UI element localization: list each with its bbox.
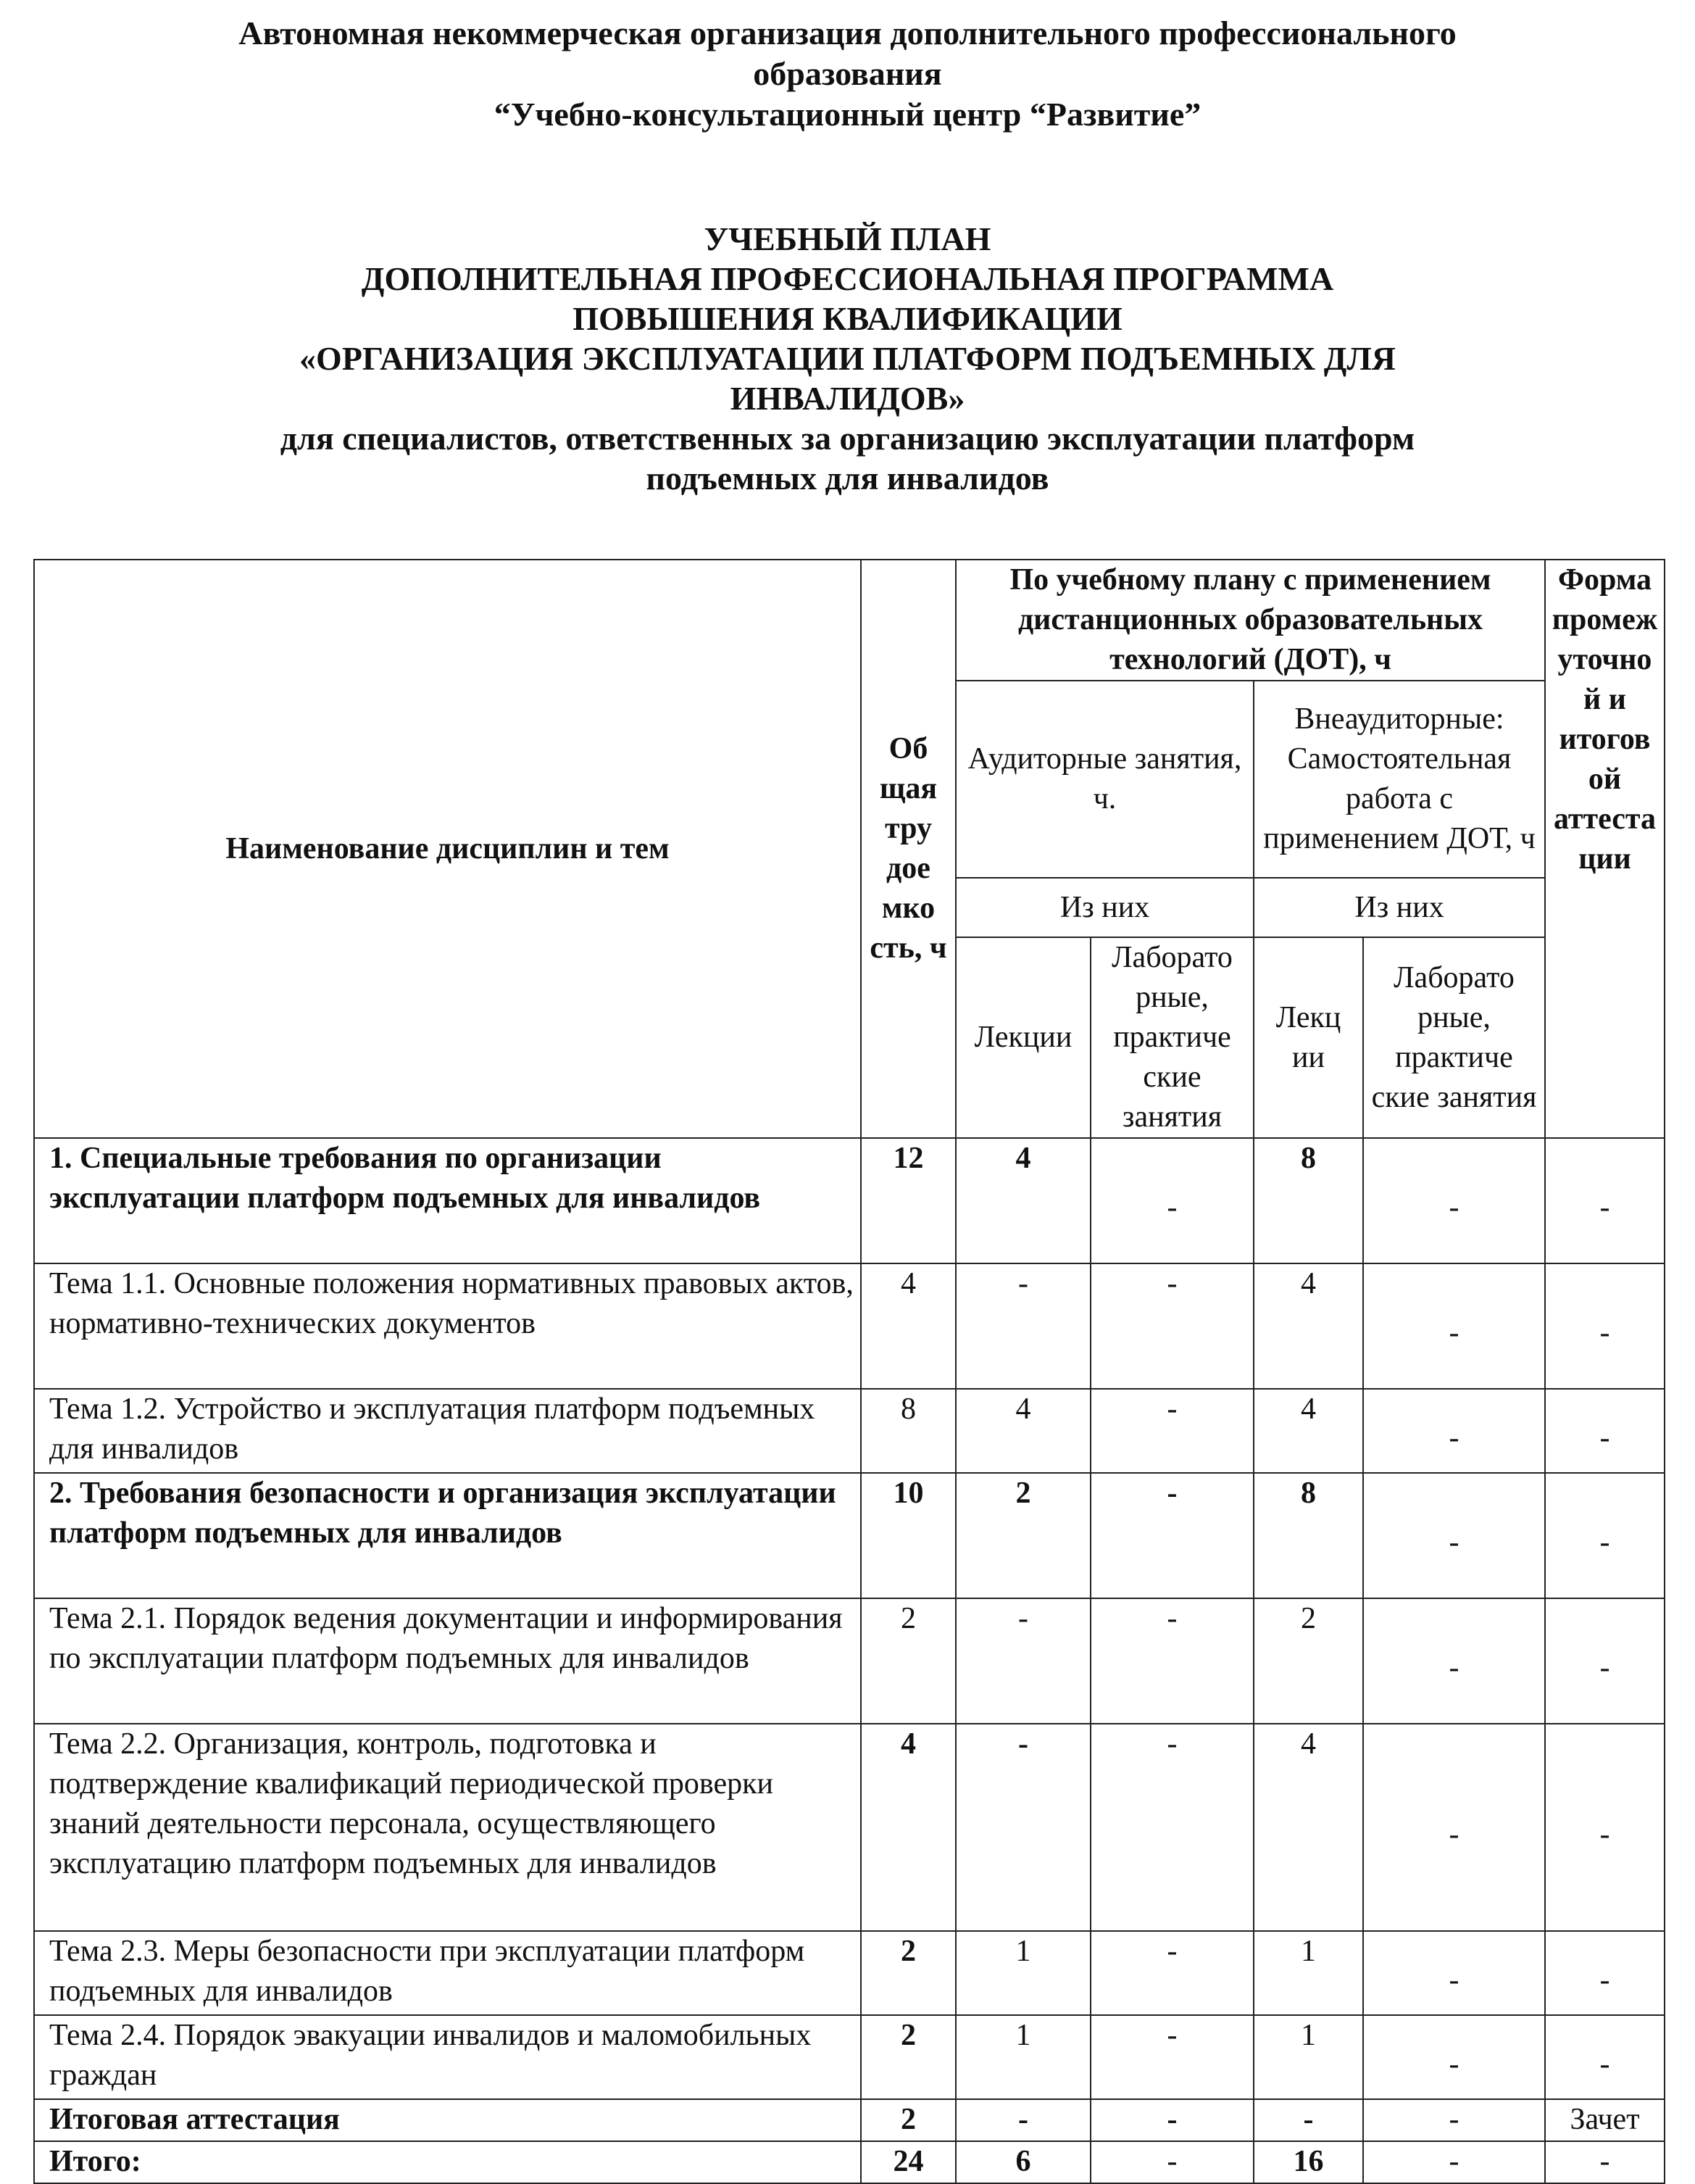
row-form: Зачет <box>1545 2099 1665 2141</box>
table-row <box>34 1473 1665 1598</box>
table-row <box>34 1263 1665 1389</box>
row-self-lectures: 8 <box>1254 1138 1363 1263</box>
title-line-7: подъемных для инвалидов <box>646 460 1049 497</box>
row-self-labs: - <box>1363 2015 1545 2099</box>
row-name: Тема 1.1. Основные положения нормативных правовых актов, нормативно-технических документов <box>34 1263 861 1389</box>
row-total: 8 <box>861 1389 956 1473</box>
row-total: 4 <box>861 1263 956 1389</box>
row-self-labs: - <box>1363 1138 1545 1263</box>
row-name: Итого: <box>34 2141 861 2183</box>
row-labs: - <box>1091 1389 1254 1473</box>
row-self-lectures: 4 <box>1254 1724 1363 1931</box>
row-form: - <box>1545 1263 1665 1389</box>
org-line-2: образования <box>753 55 942 92</box>
row-name: 2. Требования безопасности и организация эксплуатации платформ подъемных для инвалидов <box>34 1473 861 1598</box>
row-self-lectures: - <box>1254 2099 1363 2141</box>
header-labs-2: Лаборато рные, практиче ские занятия <box>1363 937 1545 1138</box>
row-total: 12 <box>861 1138 956 1263</box>
row-labs: - <box>1091 1263 1254 1389</box>
row-total: 10 <box>861 1473 956 1598</box>
title-line-1: УЧЕБНЫЙ ПЛАН <box>704 220 991 257</box>
table-row <box>34 1724 1665 1931</box>
header-lectures-1: Лекции <box>956 937 1091 1138</box>
document-title <box>0 219 1695 498</box>
row-lectures: 4 <box>956 1138 1091 1263</box>
title-line-6: для специалистов, ответственных за организацию эксплуатации платформ <box>280 420 1415 457</box>
row-self-labs: - <box>1363 1473 1545 1598</box>
row-total: 24 <box>861 2141 956 2183</box>
row-total: 2 <box>861 1931 956 2015</box>
row-lectures: - <box>956 1724 1091 1931</box>
row-labs: - <box>1091 2141 1254 2183</box>
title-line-2: ДОПОЛНИТЕЛЬНАЯ ПРОФЕССИОНАЛЬНАЯ ПРОГРАММА <box>361 260 1334 297</box>
row-lectures: - <box>956 1598 1091 1724</box>
row-name: Тема 2.4. Порядок эвакуации инвалидов и маломобильных граждан <box>34 2015 861 2099</box>
row-form: - <box>1545 1931 1665 2015</box>
header-total-hours: Об щая тру дое мко сть, ч <box>861 560 956 1138</box>
row-form: - <box>1545 2141 1665 2183</box>
title-line-3: ПОВЫШЕНИЯ КВАЛИФИКАЦИИ <box>572 300 1123 337</box>
table-row <box>34 2141 1665 2183</box>
row-form: - <box>1545 1389 1665 1473</box>
row-lectures: 2 <box>956 1473 1091 1598</box>
header-auditory: Аудиторные занятия, ч. <box>956 681 1254 878</box>
row-self-lectures: 2 <box>1254 1598 1363 1724</box>
row-labs: - <box>1091 1931 1254 2015</box>
header-name: Наименование дисциплин и тем <box>34 560 861 1138</box>
row-self-lectures: 8 <box>1254 1473 1363 1598</box>
row-total: 2 <box>861 1598 956 1724</box>
row-lectures: 1 <box>956 2015 1091 2099</box>
header-assessment-form: Форма промеж уточно й и итогов ой аттеста ции <box>1545 560 1665 1138</box>
row-self-lectures: 1 <box>1254 2015 1363 2099</box>
row-self-lectures: 1 <box>1254 1931 1363 2015</box>
row-name: Тема 2.1. Порядок ведения документации и информирования по эксплуатации платформ подъемных для инвалидов <box>34 1598 861 1724</box>
title-line-5: ИНВАЛИДОВ» <box>730 380 965 417</box>
row-labs: - <box>1091 1138 1254 1263</box>
header-of-them-1: Из них <box>956 878 1254 937</box>
row-form: - <box>1545 1724 1665 1931</box>
row-total: 4 <box>861 1724 956 1931</box>
row-lectures: 4 <box>956 1389 1091 1473</box>
table-row <box>34 1931 1665 2015</box>
row-labs: - <box>1091 1598 1254 1724</box>
row-self-labs: - <box>1363 1931 1545 2015</box>
org-line-3: “Учебно-консультационный центр “Развитие” <box>493 96 1202 133</box>
table-row <box>34 2099 1665 2141</box>
row-name: Итоговая аттестация <box>34 2099 861 2141</box>
row-total: 2 <box>861 2099 956 2141</box>
table-row <box>34 1138 1665 1263</box>
header-labs-1: Лаборато рные, практиче ские занятия <box>1091 937 1254 1138</box>
header-of-them-2: Из них <box>1254 878 1545 937</box>
row-lectures: - <box>956 2099 1091 2141</box>
row-labs: - <box>1091 1724 1254 1931</box>
row-form: - <box>1545 2015 1665 2099</box>
row-lectures: 6 <box>956 2141 1091 2183</box>
row-lectures: 1 <box>956 1931 1091 2015</box>
organization-header <box>0 13 1695 135</box>
row-labs: - <box>1091 1473 1254 1598</box>
row-self-labs: - <box>1363 1724 1545 1931</box>
table-row <box>34 1598 1665 1724</box>
row-form: - <box>1545 1473 1665 1598</box>
row-labs: - <box>1091 2099 1254 2141</box>
row-self-labs: - <box>1363 1263 1545 1389</box>
row-self-lectures: 4 <box>1254 1389 1363 1473</box>
header-by-plan: По учебному плану с применением дистанционных образовательных технологий (ДОТ), ч <box>956 560 1545 681</box>
row-labs: - <box>1091 2015 1254 2099</box>
row-name: 1. Специальные требования по организации эксплуатации платформ подъемных для инвалидов <box>34 1138 861 1263</box>
row-name: Тема 2.2. Организация, контроль, подготовка и подтверждение квалификаций периодической проверки знаний деятельности персонала, осуществляющего эксплуатацию платформ подъемных для инвалидов <box>34 1724 861 1931</box>
row-lectures: - <box>956 1263 1091 1389</box>
header-extracurricular: Внеаудиторные: Самостоятельная работа с применением ДОТ, ч <box>1254 681 1545 878</box>
row-total: 2 <box>861 2015 956 2099</box>
row-form: - <box>1545 1138 1665 1263</box>
row-self-labs: - <box>1363 1389 1545 1473</box>
row-form: - <box>1545 1598 1665 1724</box>
header-lectures-2: Лекц ии <box>1254 937 1363 1138</box>
title-line-4: «ОРГАНИЗАЦИЯ ЭКСПЛУАТАЦИИ ПЛАТФОРМ ПОДЪЕМНЫХ ДЛЯ <box>299 340 1396 377</box>
row-self-lectures: 16 <box>1254 2141 1363 2183</box>
row-name: Тема 2.3. Меры безопасности при эксплуатации платформ подъемных для инвалидов <box>34 1931 861 2015</box>
table-row <box>34 1389 1665 1473</box>
table-row <box>34 2015 1665 2099</box>
row-self-labs: - <box>1363 2099 1545 2141</box>
curriculum-table <box>33 559 1665 2184</box>
row-name: Тема 1.2. Устройство и эксплуатация платформ подъемных для инвалидов <box>34 1389 861 1473</box>
row-self-labs: - <box>1363 1598 1545 1724</box>
row-self-labs: - <box>1363 2141 1545 2183</box>
org-line-1: Автономная некоммерческая организация дополнительного профессионального <box>238 14 1457 51</box>
row-self-lectures: 4 <box>1254 1263 1363 1389</box>
